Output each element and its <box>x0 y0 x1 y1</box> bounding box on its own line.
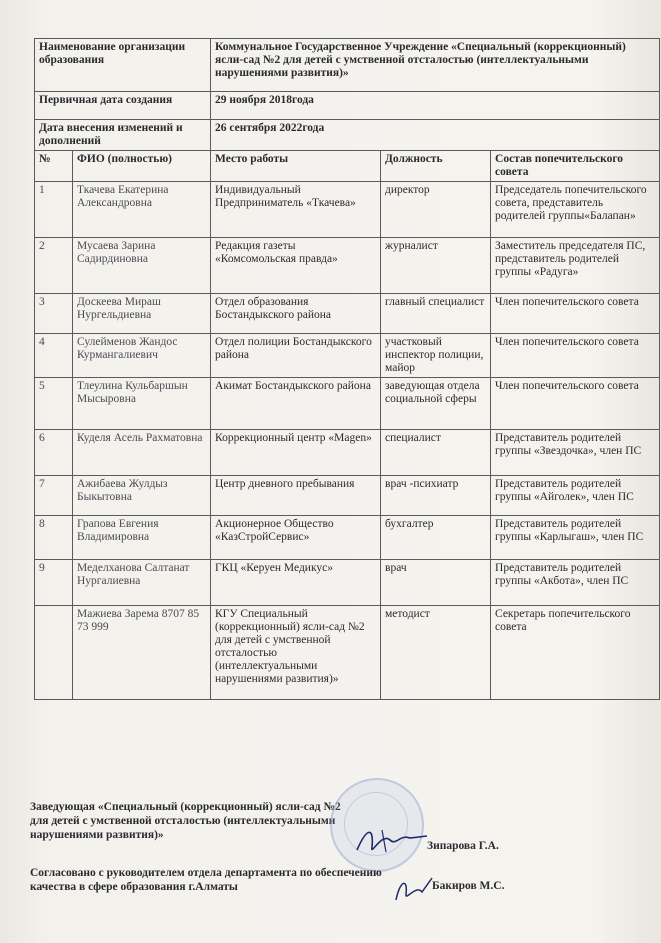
org-row <box>35 39 660 92</box>
head-title: Заведующая «Специальный (коррекционный) ясли-сад №2 для детей с умственной отсталостью (интеллектуальными нарушениями развития)» <box>30 801 341 841</box>
table-row <box>35 182 660 238</box>
cell-name: Доскеева Мираш Нургельдиевна <box>73 294 211 334</box>
cell-position: участковый инспектор полиции, майор <box>381 334 491 378</box>
cell-position: главный специалист <box>381 294 491 334</box>
table-body <box>35 182 660 700</box>
cell-role: Секретарь попечительского совета <box>491 606 660 700</box>
cell-num: 4 <box>35 334 73 378</box>
cell-name: Ткачева Екатерина Александровна <box>73 182 211 238</box>
cell-role: Представитель родителей группы «Карлыгаш», член ПС <box>491 516 660 560</box>
cell-name: Тлеулина Кульбаршын Мысыровна <box>73 378 211 430</box>
cell-name: Куделя Асель Рахматовна <box>73 430 211 476</box>
cell-position: журналист <box>381 238 491 294</box>
cell-work: Коррекционный центр «Magen» <box>211 430 381 476</box>
cell-work: ГКЦ «Керуен Медикус» <box>211 560 381 606</box>
cell-position: директор <box>381 182 491 238</box>
cell-name: Грапова Евгения Владимировна <box>73 516 211 560</box>
col-num-header: № <box>35 151 73 182</box>
cell-num: 9 <box>35 560 73 606</box>
cell-num: 7 <box>35 476 73 516</box>
cell-work: Отдел образования Бостандыкского района <box>211 294 381 334</box>
cell-work: Центр дневного пребывания <box>211 476 381 516</box>
agreed-name: Бакиров М.С. <box>432 880 505 892</box>
cell-work: Отдел полиции Бостандыкского района <box>211 334 381 378</box>
cell-work: Индивидуальный Предприниматель «Ткачева» <box>211 182 381 238</box>
org-value: Коммунальное Государственное Учреждение «Специальный (коррекционный) ясли-сад №2 для детей с умственной отсталостью (интеллектуальными нарушениями развития)» <box>211 39 660 92</box>
cell-position: бухгалтер <box>381 516 491 560</box>
head-name: Зипарова Г.А. <box>427 840 499 852</box>
cell-role: Представитель родителей группы «Айголек», член ПС <box>491 476 660 516</box>
cell-name: Ажибаева Жулдыз Быкытовна <box>73 476 211 516</box>
cell-position: методист <box>381 606 491 700</box>
cell-work: Акимат Бостандыкского района <box>211 378 381 430</box>
cell-position: врач -психиатр <box>381 476 491 516</box>
cell-position: специалист <box>381 430 491 476</box>
table-row <box>35 334 660 378</box>
cell-num: 8 <box>35 516 73 560</box>
table-row <box>35 560 660 606</box>
agreed-signature-icon <box>390 872 436 908</box>
created-value: 29 ноября 2018года <box>211 92 660 120</box>
col-name-header: ФИО (полностью) <box>73 151 211 182</box>
cell-role: Заместитель председателя ПС, представитель родителей группы «Радуга» <box>491 238 660 294</box>
cell-role: Представитель родителей группы «Звездочка», член ПС <box>491 430 660 476</box>
cell-role: Член попечительского совета <box>491 378 660 430</box>
table-row <box>35 606 660 700</box>
table-row <box>35 430 660 476</box>
cell-work: КГУ Специальный (коррекционный) ясли-сад №2 для детей с умственной отсталостью (интеллектуальными нарушениями развития)» <box>211 606 381 700</box>
cell-num: 1 <box>35 182 73 238</box>
table-row <box>35 476 660 516</box>
cell-position: врач <box>381 560 491 606</box>
col-work-header: Место работы <box>211 151 381 182</box>
cell-role: Представитель родителей группы «Акбота», член ПС <box>491 560 660 606</box>
col-role-header: Состав попечительского совета <box>491 151 660 182</box>
changed-label: Дата внесения изменений и дополнений <box>35 120 211 151</box>
agreed-title: Согласовано с руководителем отдела департамента по обеспечению качества в сфере образования г.Алматы <box>30 867 382 893</box>
org-label: Наименование организации образования <box>35 39 211 92</box>
table-row <box>35 238 660 294</box>
changed-value: 26 сентября 2022года <box>211 120 660 151</box>
cell-work: Акционерное Общество «КазСтройСервис» <box>211 516 381 560</box>
created-row <box>35 92 660 120</box>
cell-num <box>35 606 73 700</box>
header-row <box>35 151 660 182</box>
cell-name: Мусаева Зарина Садирдиновна <box>73 238 211 294</box>
cell-name: Меделханова Салтанат Нургалиевна <box>73 560 211 606</box>
table-row <box>35 516 660 560</box>
head-signature-icon <box>352 822 432 862</box>
changed-row <box>35 120 660 151</box>
cell-role: Член попечительского совета <box>491 294 660 334</box>
board-table <box>34 38 660 700</box>
cell-num: 6 <box>35 430 73 476</box>
cell-num: 2 <box>35 238 73 294</box>
cell-name: Сулейменов Жандос Курмангалиевич <box>73 334 211 378</box>
cell-position: заведующая отдела социальной сферы <box>381 378 491 430</box>
table-row <box>35 378 660 430</box>
cell-num: 3 <box>35 294 73 334</box>
cell-work: Редакция газеты «Комсомольская правда» <box>211 238 381 294</box>
cell-num: 5 <box>35 378 73 430</box>
cell-name: Мажиева Зарема 8707 85 73 999 <box>73 606 211 700</box>
cell-role: Председатель попечительского совета, представитель родителей группы«Балапан» <box>491 182 660 238</box>
cell-role: Член попечительского совета <box>491 334 660 378</box>
created-label: Первичная дата создания <box>35 92 211 120</box>
col-position-header: Должность <box>381 151 491 182</box>
table-row <box>35 294 660 334</box>
